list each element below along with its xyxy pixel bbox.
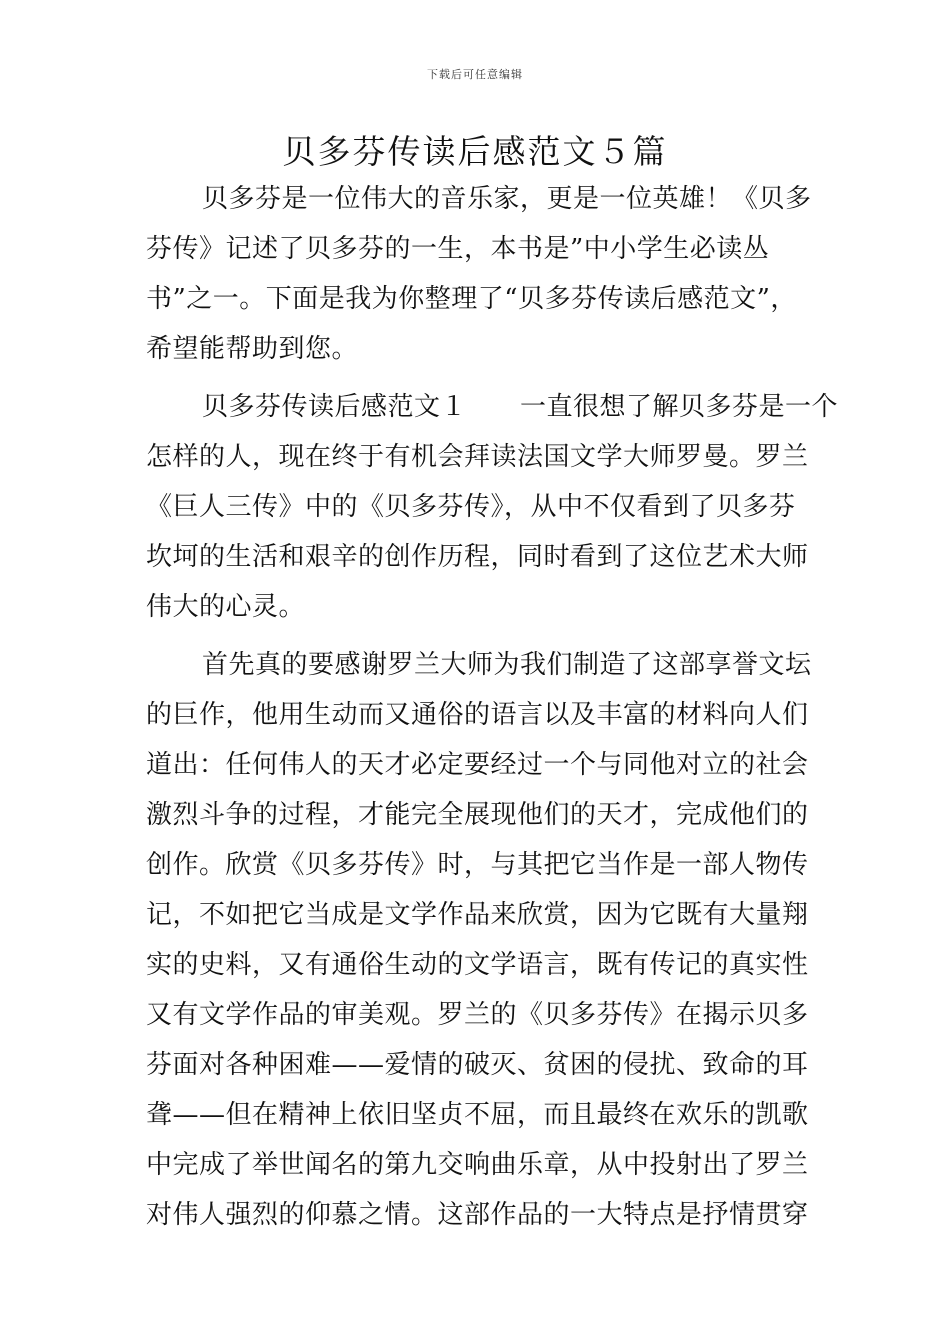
- document-body: [146, 174, 839, 1240]
- text-line: 贝多芬是一位伟大的音乐家，更是一位英雄！《贝多: [202, 184, 812, 214]
- text-line: 坎坷的生活和艰辛的创作历程，同时看到了这位艺术大师: [146, 542, 809, 572]
- text-line: 书”之一。下面是我为你整理了“贝多芬传读后感范文”，: [146, 284, 797, 314]
- text-line: 对伟人强烈的仰慕之情。这部作品的一大特点是抒情贯穿: [146, 1200, 809, 1230]
- text-line: 又有文学作品的审美观。罗兰的《贝多芬传》在揭示贝多: [146, 1000, 809, 1030]
- text-line: 道出：任何伟人的天才必定要经过一个与同他对立的社会: [146, 750, 809, 780]
- text-line: 《巨人三传》中的《贝多芬传》，从中不仅看到了贝多芬: [146, 492, 796, 522]
- text-line: 记，不如把它当成是文学作品来欣赏，因为它既有大量翔: [146, 900, 809, 930]
- text-line: 创作。欣赏《贝多芬传》时，与其把它当作是一部人物传: [146, 850, 809, 880]
- text-line: 芬面对各种困难——爱情的破灭、贫困的侵扰、致命的耳: [146, 1050, 809, 1080]
- text-line: 贝多芬传读后感范文１ 一直很想了解贝多芬是一个: [202, 392, 839, 422]
- text-line: 聋——但在精神上依旧坚贞不屈，而且最终在欢乐的凯歌: [146, 1100, 809, 1130]
- text-line: 中完成了举世闻名的第九交响曲乐章，从中投射出了罗兰: [146, 1150, 809, 1180]
- text-line: 首先真的要感谢罗兰大师为我们制造了这部享誉文坛: [202, 650, 812, 680]
- text-line: 激烈斗争的过程，才能完全展现他们的天才，完成他们的: [146, 800, 809, 830]
- text-line: 芬传》记述了贝多芬的一生，本书是”中小学生必读丛: [146, 234, 770, 264]
- text-line: 希望能帮助到您。: [146, 334, 359, 364]
- text-line: 的巨作，他用生动而又通俗的语言以及丰富的材料向人们: [146, 700, 809, 730]
- text-line: 伟大的心灵。: [146, 592, 306, 622]
- document-title: 贝多芬传读后感范文５篇: [282, 132, 668, 171]
- text-line: 怎样的人，现在终于有机会拜读法国文学大师罗曼。罗兰: [146, 442, 809, 472]
- text-line: 实的史料，又有通俗生动的文学语言，既有传记的真实性: [146, 950, 809, 980]
- header-note: 下载后可任意编辑: [427, 68, 523, 81]
